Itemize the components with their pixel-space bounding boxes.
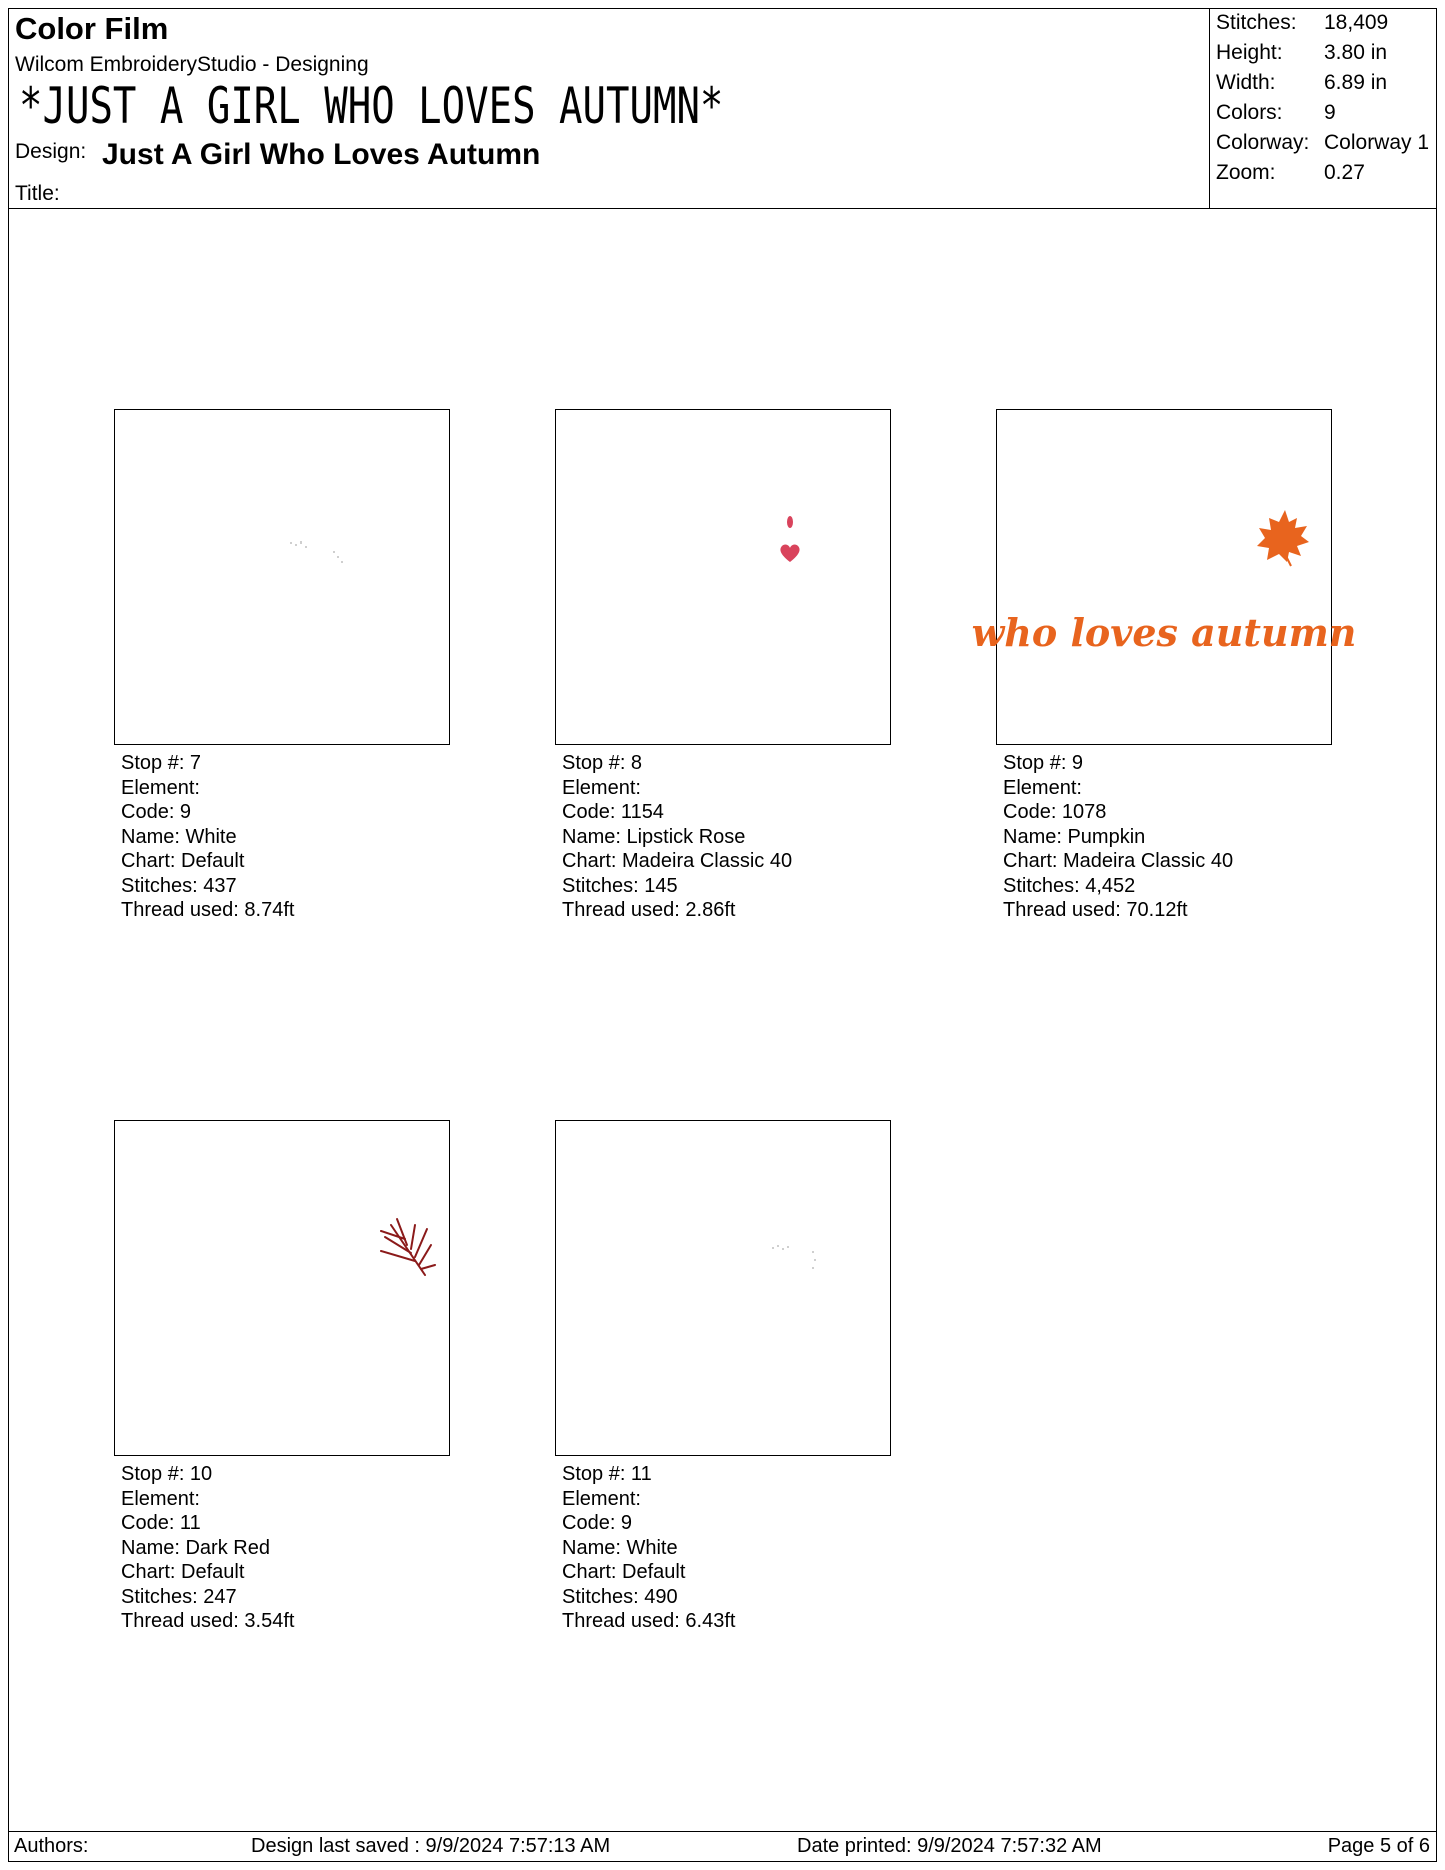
swatch-stop-7 [114,409,450,745]
chart: Chart: Default [121,850,245,872]
stop-7-info [121,751,294,923]
code: Code: 11 [121,1512,201,1534]
stop-number: Stop #: 8 [562,752,643,774]
stat-value: 3.80 in [1324,41,1388,64]
app-name: Wilcom EmbroideryStudio - Designing [15,53,369,76]
thread-name: Name: Pumpkin [1003,825,1146,848]
element: Element: [121,1487,200,1510]
stitches: Stitches: 490 [562,1585,678,1608]
swatch-stop-9 [971,409,1357,745]
authors-label: Authors: [14,1835,89,1857]
stat-value: 18,409 [1324,11,1389,34]
stat-value: Colorway 1 [1324,131,1430,154]
stat-label: Zoom: [1216,161,1276,184]
thread-used: Thread used: 2.86ft [562,899,736,921]
design-name: Just A Girl Who Loves Autumn [102,138,541,171]
chart: Chart: Madeira Classic 40 [562,850,793,872]
date-printed: Date printed: 9/9/2024 7:57:32 AM [797,1835,1102,1857]
code: Code: 9 [121,801,192,823]
stat-value: 0.27 [1324,161,1365,184]
stat-value: 9 [1324,101,1336,124]
stop-10-info [121,1462,294,1634]
code: Code: 1154 [562,801,664,823]
page-number: Page 5 of 6 [1327,1835,1430,1857]
swatch-stop-11 [555,1120,891,1456]
header [9,9,1436,209]
thread-name: Name: Dark Red [121,1536,270,1559]
thread-name: Name: Lipstick Rose [562,825,746,848]
thread-used: Thread used: 8.74ft [121,899,295,921]
stitch-preview-white [115,410,449,744]
design-label: Design: [15,140,87,163]
leaf-veins-icon [381,1219,435,1275]
chart: Chart: Madeira Classic 40 [1003,850,1234,872]
stitches: Stitches: 247 [121,1585,237,1608]
title-label: Title: [15,182,60,205]
stop-number: Stop #: 10 [121,1463,213,1485]
swatch-stop-10 [114,1120,450,1456]
stitch-preview-lipstick-rose [556,410,890,744]
code: Code: 9 [562,1512,633,1534]
swatch-stop-8 [555,409,891,745]
stop-number: Stop #: 9 [1003,752,1084,774]
stat-label: Height: [1216,41,1283,64]
chart: Chart: Default [121,1561,245,1583]
maple-leaf-icon [1257,510,1309,562]
thread-used: Thread used: 70.12ft [1003,899,1188,921]
element: Element: [121,776,200,799]
element: Element: [1003,776,1082,799]
stop-11-info [562,1462,735,1634]
color-film-sheet [8,8,1437,1862]
stat-value: 6.89 in [1324,71,1388,94]
thread-name: Name: White [121,825,237,848]
code: Code: 1078 [1003,801,1107,823]
element: Element: [562,1487,641,1510]
element: Element: [562,776,641,799]
header-left [9,9,1210,208]
design-text-preview: *JUST A GIRL WHO LOVES AUTUMN* [19,77,724,135]
stitch-preview-pumpkin [971,410,1357,744]
stop-9-info [1003,751,1233,923]
stop-8-info [562,751,792,923]
stat-label: Colorway: [1216,131,1310,154]
last-saved: Design last saved : 9/9/2024 7:57:13 AM [251,1835,611,1857]
stitches: Stitches: 145 [562,874,678,897]
stitches: Stitches: 437 [121,874,237,897]
stop-number: Stop #: 11 [562,1463,652,1485]
stat-label: Width: [1216,71,1276,94]
stop-number: Stop #: 7 [121,752,202,774]
stitch-preview-dark-red [115,1121,449,1455]
stat-label: Stitches: [1216,11,1297,34]
report-title: Color Film [15,11,169,46]
chart: Chart: Default [562,1561,686,1583]
footer [9,1831,1436,1861]
design-stats [1210,9,1436,208]
stitches: Stitches: 4,452 [1003,874,1136,897]
thread-name: Name: White [562,1536,678,1559]
thread-used: Thread used: 6.43ft [562,1610,736,1632]
thread-used: Thread used: 3.54ft [121,1610,295,1632]
stitch-preview-white-2 [556,1121,890,1455]
swatch-script-text: who loves autumn [971,610,1357,655]
stat-label: Colors: [1216,101,1283,124]
